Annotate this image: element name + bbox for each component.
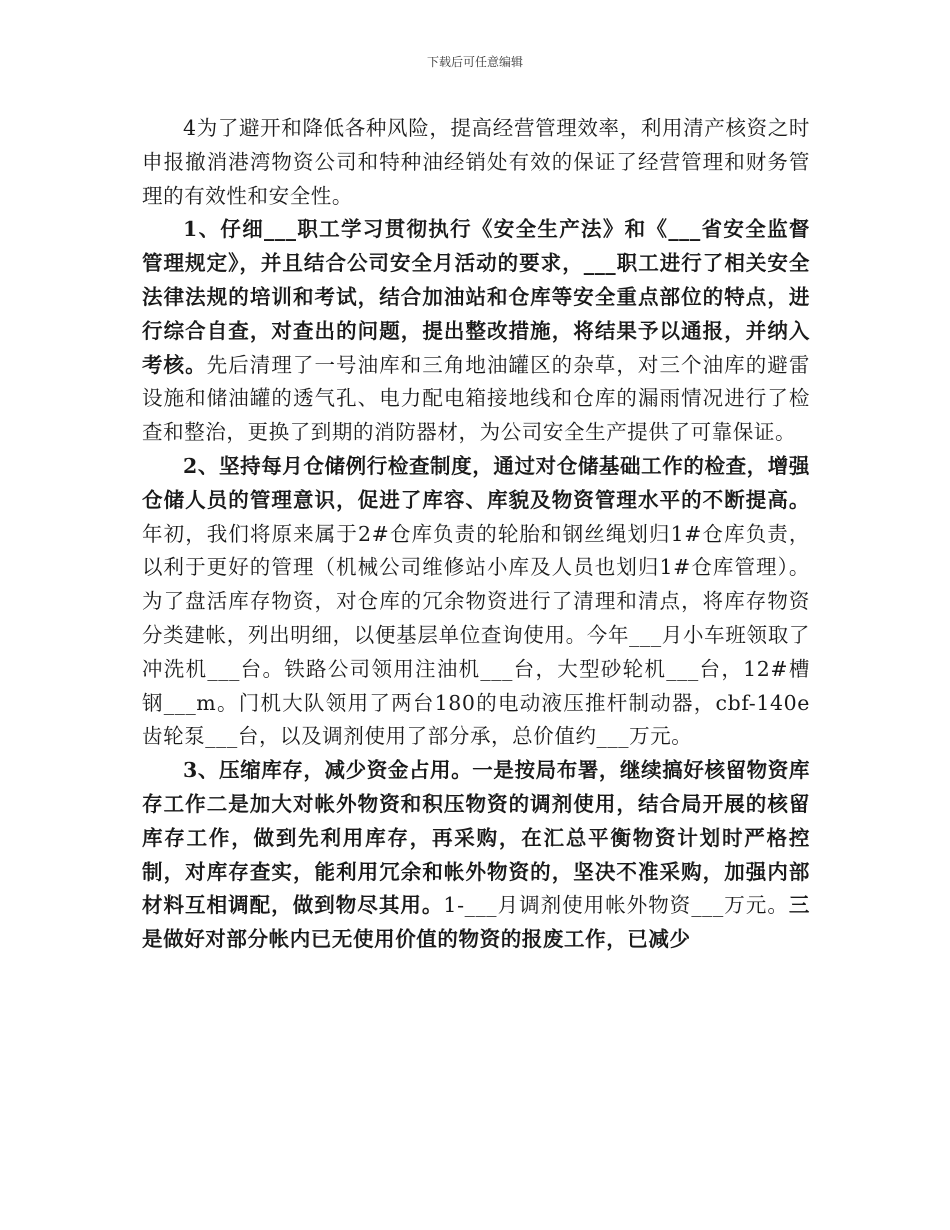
paragraph-4-text: 4为了避开和降低各种风险，提高经营管理效率，利用清产核资之时申报撤消港湾物资公司和特种油经销处有效的保证了经营管理和财务管理的有效性和安全性。: [142, 116, 810, 208]
paragraph-safety-text: 先后清理了一号油库和三角地油罐区的杂草，对三个油库的避雷设施和储油罐的透气孔、电力配电箱接地线和仓库的漏雨情况进行了检查和整治，更换了到期的消防器材，为公司安全生产提供了可靠保证。: [142, 352, 810, 445]
paragraph-storage: [142, 450, 810, 754]
document-body: [142, 112, 810, 957]
paragraph-4: [142, 112, 810, 213]
paragraph-storage-text: 年初，我们将原来属于2#仓库负责的轮胎和钢丝绳划归1#仓库负责，以利于更好的管理（机械公司维修站小库及人员也划归1#仓库管理）。为了盘活库存物资，对仓库的冗余物资进行了清理和清点，将库存物资分类建帐，列出明细，以便基层单位查询使用。今年___月小车班领取了冲洗机___台。铁路公司领用注油机___台，大型砂轮机___台，12#槽钢___m。门机大队领用了两台180的电动液压推杆制动器，cbf-140e齿轮泵___台，以及调剂使用了部分承，总价值约___万元。: [142, 521, 810, 749]
page-header: 下载后可任意编辑: [426, 55, 523, 69]
paragraph-storage-heading: 2、坚持每月仓储例行检查制度，通过对仓储基础工作的检查，增强仓储人员的管理意识，促进了库容、库貌及物资管理水平的不断提高。: [142, 453, 810, 512]
paragraph-safety: [142, 213, 810, 450]
paragraph-inventory: [142, 754, 810, 957]
paragraph-inventory-heading: 3、压缩库存，减少资金占用。一是按局布署，继续搞好核留物资库存工作二是加大对帐外物资和积压物资的调剂使用，结合局开展的核留库存工作，做到先利用库存，再采购，在汇总平衡物资计划时严格控制，对库存查实，能利用冗余和帐外物资的，坚决不准采购，加强内部材料互相调配，做到物尽其用。: [142, 758, 810, 918]
paragraph-safety-heading: 1、仔细___职工学习贯彻执行《安全生产法》和《___省安全监督管理规定》，并且结合公司安全月活动的要求，___职工进行了相关安全法律法规的培训和考试，结合加油站和仓库等安全重点部位的特点，进行综合自查，对查出的问题，提出整改措施，将结果予以通报，并纳入考核。: [142, 217, 810, 377]
paragraph-inventory-text: 1-___月调剂使用帐外物资___万元。: [443, 893, 789, 918]
paragraph-inventory-tail: 三是做好对部分帐内已无使用价值的物资的报废工作，已减少: [142, 893, 811, 952]
